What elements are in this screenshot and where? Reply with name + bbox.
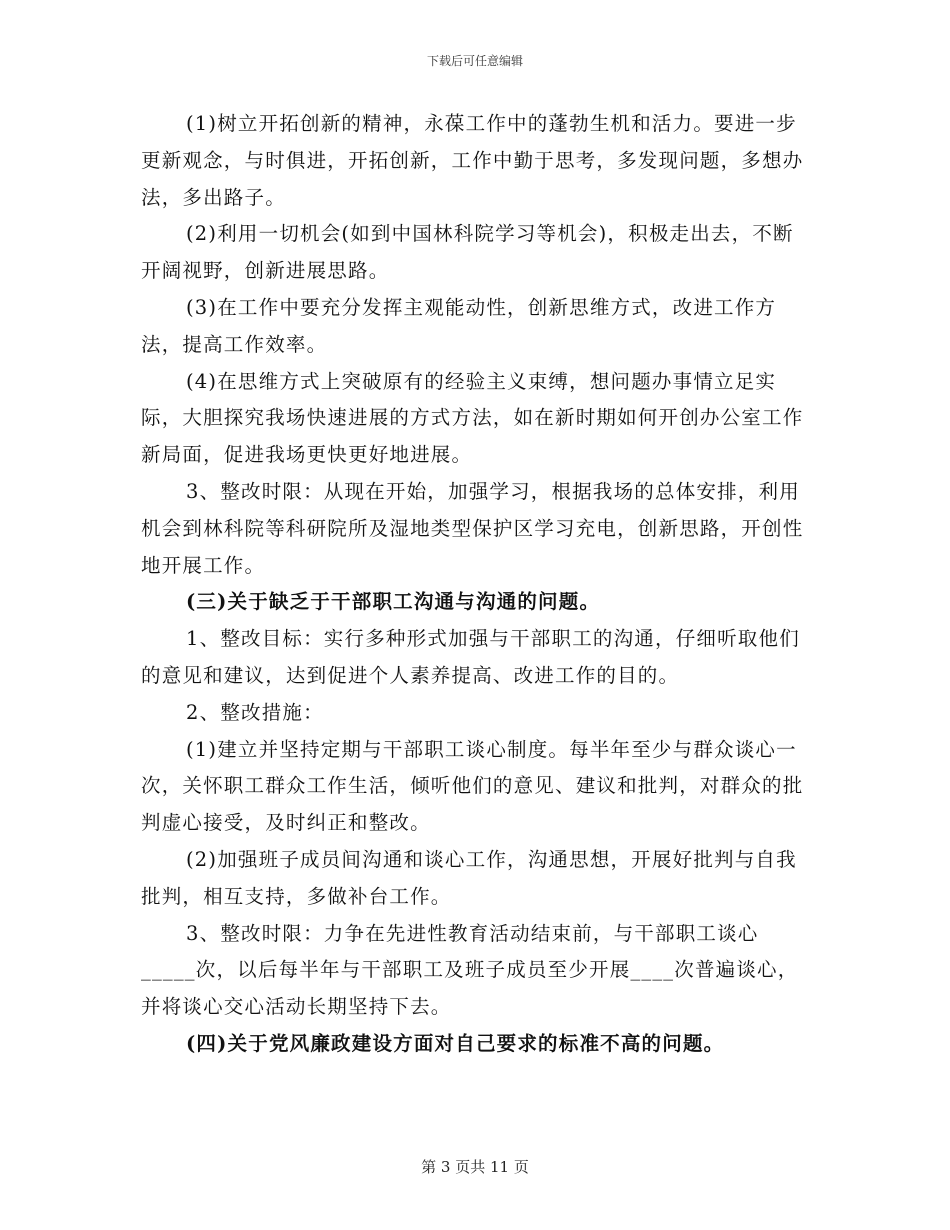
paragraph-8: 2、整改措施： xyxy=(186,700,324,724)
page-footer: 第 3 页共 11 页 xyxy=(421,1158,529,1176)
paragraph-1: (1)树立开拓创新的精神，永葆工作中的蓬勃生机和活力。要进一步更新观念，与时俱进，开拓创新，工作中勤于思考，多发现问题，多想办法，多出路子。 xyxy=(141,112,804,209)
section-heading-3: (三)关于缺乏于干部职工沟通与沟通的问题。 xyxy=(186,590,601,614)
paragraph-10: (2)加强班子成员间沟通和谈心工作，沟通思想，开展好批判与自我批判，相互支持，多做补台工作。 xyxy=(141,847,797,908)
paragraph-7: 1、整改目标：实行多种形式加强与干部职工的沟通，仔细听取他们的意见和建议，达到促进个人素养提高、改进工作的目的。 xyxy=(141,627,800,687)
paragraph-5: 3、整改时限：从现在开始，加强学习，根据我场的总体安排，利用机会到林科院等科研院所及湿地类型保护区学习充电，创新思路，开创性地开展工作。 xyxy=(141,479,804,577)
page-header: 下载后可任意编辑 xyxy=(426,54,523,68)
paragraph-2: (2)利用一切机会(如到中国林科院学习等机会)，积极走出去，不断开阔视野，创新进展思路。 xyxy=(141,222,794,283)
paragraph-9: (1)建立并坚持定期与干部职工谈心制度。每半年至少与群众谈心一次，关怀职工群众工作生活，倾听他们的意见、建议和批判，对群众的批判虚心接受，及时纠正和整改。 xyxy=(141,737,804,835)
paragraph-11: 3、整改时限：力争在先进性教育活动结束前，与干部职工谈心_____次，以后每半年与干部职工及班子成员至少开展____次普遍谈心，并将谈心交心活动长期坚持下去。 xyxy=(141,921,799,1019)
paragraph-4: (4)在思维方式上突破原有的经验主义束缚，想问题办事情立足实际，大胆探究我场快速进展的方式方法，如在新时期如何开创办公室工作新局面，促进我场更快更好地进展。 xyxy=(141,369,804,467)
document-body xyxy=(141,106,811,1063)
section-heading-4: (四)关于党风廉政建设方面对自己要求的标准不高的问题。 xyxy=(186,1031,725,1055)
paragraph-3: (3)在工作中要充分发挥主观能动性，创新思维方式，改进工作方法，提高工作效率。 xyxy=(141,295,777,356)
